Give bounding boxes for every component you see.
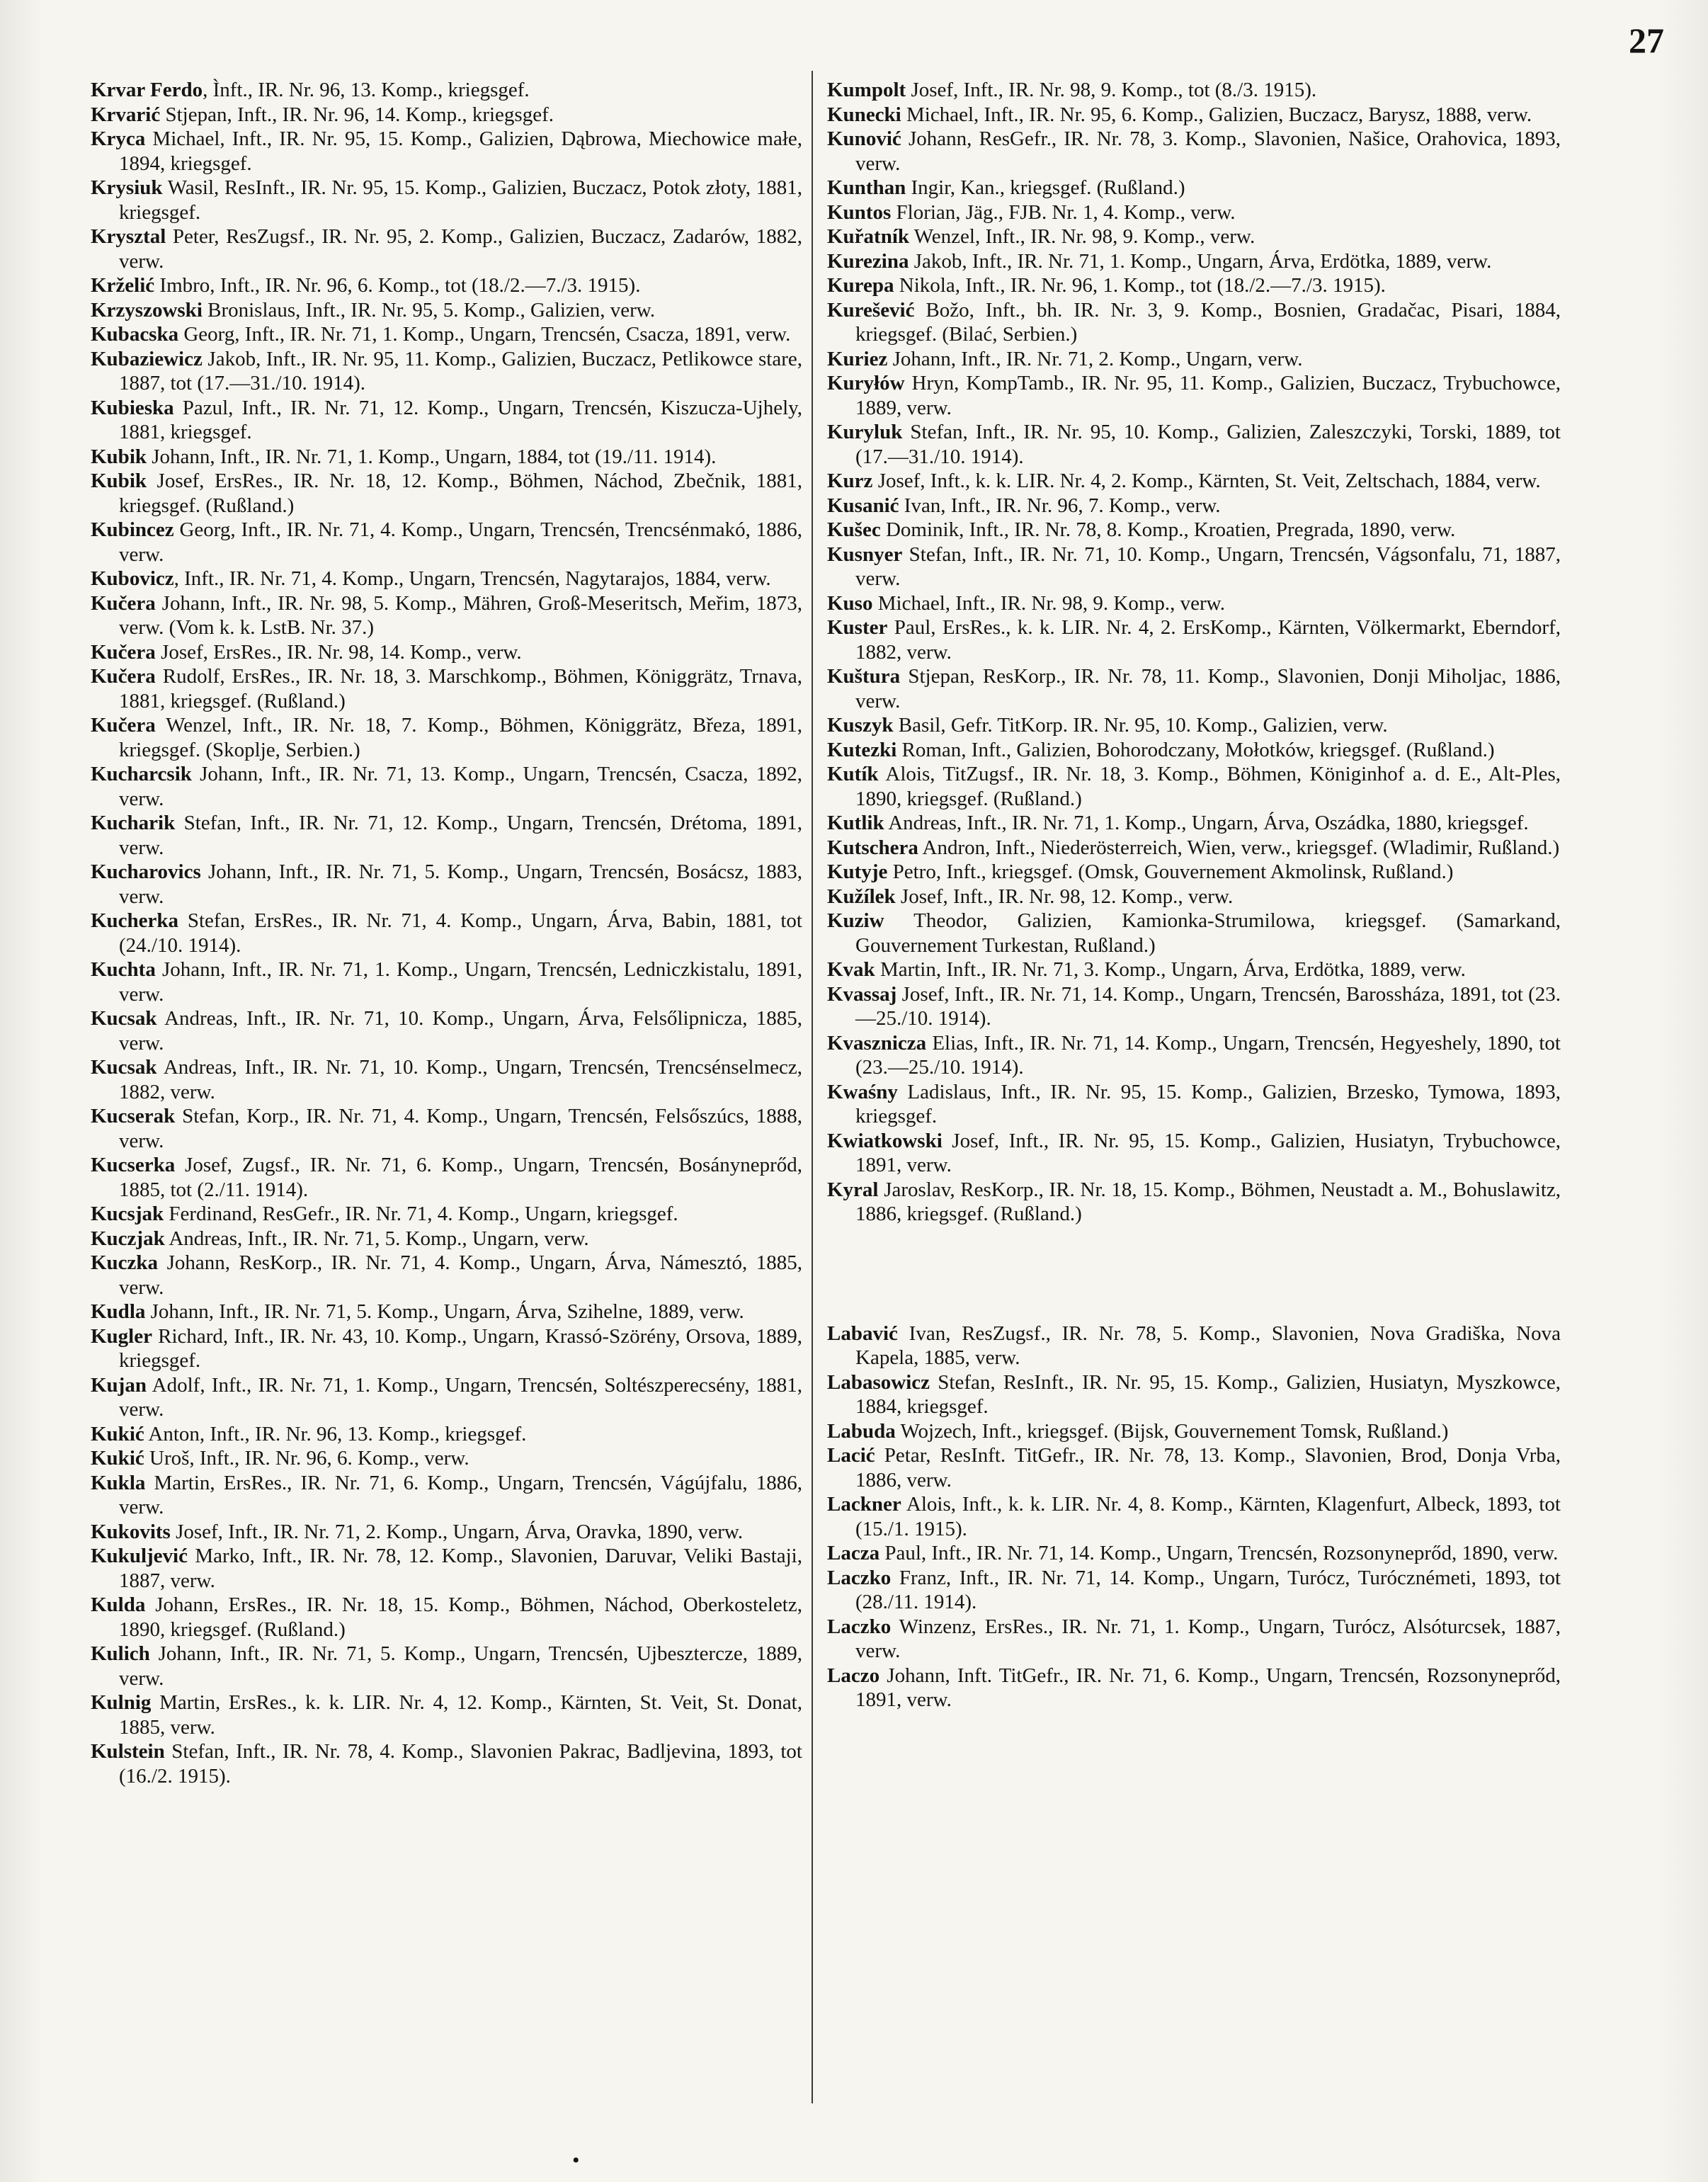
entry-details: Richard, Inft., IR. Nr. 43, 10. Komp., Ungarn, Krassó-Szörény, Orsova, 1889, kriegsgef. (119, 1324, 802, 1372)
entry-surname: Kvak (827, 958, 875, 981)
entry-surname: Kučera (91, 640, 156, 664)
entry-details: Andreas, Inft., IR. Nr. 71, 10. Komp., Ungarn, Trencsén, Trencsénselmecz, 1882, verw. (119, 1056, 802, 1103)
entry-details: Franz, Inft., IR. Nr. 71, 14. Komp., Ungarn, Turócz, Turócznémeti, 1893, tot (28./11. 1914). (855, 1566, 1561, 1613)
register-entry (827, 225, 1561, 249)
entry-surname: Lacza (827, 1542, 880, 1564)
entry-details: Andreas, Inft., IR. Nr. 71, 5. Komp., Ungarn, verw. (164, 1227, 589, 1250)
register-entry (91, 1202, 802, 1227)
entry-details: Josef, Zugsf., IR. Nr. 71, 6. Komp., Ungarn, Trencsén, Bosányneprőd, 1885, tot (2./11. 1914). (119, 1154, 802, 1201)
entry-surname: Kutschera (827, 836, 918, 859)
entry-details: Stefan, Inft., IR. Nr. 71, 12. Komp., Ungarn, Trencsén, Drétoma, 1891, verw. (119, 812, 802, 859)
register-entry (827, 249, 1561, 274)
entry-surname: Lackner (827, 1493, 901, 1516)
entry-surname: Kucharik (91, 812, 176, 834)
register-entry (827, 615, 1561, 664)
entry-details: Johann, Inft., IR. Nr. 71, 1. Komp., Ungarn, 1884, tot (19./11. 1914). (147, 445, 717, 468)
entry-surname: Kucherka (91, 909, 179, 932)
entry-surname: Labavić (827, 1322, 898, 1345)
entry-details: Rudolf, ErsRes., IR. Nr. 18, 3. Marschkomp., Böhmen, Königgrätz, Trnava, 1881, kriegsgef. (Rußland.) (119, 665, 802, 712)
entry-details: Johann, Inft., IR. Nr. 98, 5. Komp., Mähren, Groß-Meseritsch, Meřim, 1873, verw. (Vom k. k. LstB. Nr. 37.) (119, 591, 802, 639)
entry-details: Ladislaus, Inft., IR. Nr. 95, 15. Komp., Galizien, Brzesko, Tymowa, 1893, kriegsgef. (855, 1080, 1561, 1127)
entry-surname: Kuszyk (827, 714, 894, 737)
register-entry (827, 494, 1561, 518)
entry-surname: Kukuljević (91, 1545, 188, 1567)
entry-details: Georg, Inft., IR. Nr. 71, 1. Komp., Ungarn, Trencsén, Csacza, 1891, verw. (178, 323, 791, 346)
entry-details: Johann, Inft., IR. Nr. 71, 1. Komp., Ungarn, Trencsén, Ledniczkistalu, 1891, verw. (119, 958, 802, 1006)
register-entry (827, 420, 1561, 469)
entry-surname: Kulnig (91, 1691, 152, 1714)
entry-surname: Kucserka (91, 1154, 176, 1176)
register-entry (827, 1566, 1561, 1615)
entry-details: Nikola, Inft., IR. Nr. 96, 1. Komp., tot (18./2.—7./3. 1915). (894, 274, 1386, 297)
entry-surname: Kuriez (827, 347, 888, 370)
entry-surname: Kulda (91, 1593, 146, 1616)
register-entry (827, 836, 1561, 860)
right-column-k-entries (827, 78, 1561, 1227)
entry-surname: Krvar Ferdo (91, 79, 203, 101)
entry-surname: Kugler (91, 1324, 152, 1348)
entry-surname: Krysztal (91, 225, 166, 248)
entry-surname: Laczko (827, 1615, 892, 1638)
register-entry (827, 1664, 1561, 1712)
entry-details: Marko, Inft., IR. Nr. 78, 12. Komp., Slavonien, Daruvar, Veliki Bastaji, 1887, verw. (119, 1545, 802, 1592)
register-entry (827, 542, 1561, 591)
register-entry (91, 469, 802, 518)
entry-surname: Kuster (827, 616, 888, 639)
register-entry (91, 347, 802, 396)
entry-surname: Kuczjak (91, 1227, 165, 1250)
entry-details: Paul, ErsRes., k. k. LIR. Nr. 4, 2. ErsKomp., Kärnten, Völkermarkt, Eberndorf, 1882, verw. (855, 616, 1561, 664)
entry-details: Martin, ErsRes., k. k. LIR. Nr. 4, 12. Komp., Kärnten, St. Veit, St. Donat, 1885, verw. (119, 1691, 802, 1739)
right-column (827, 78, 1561, 1712)
entry-surname: Kučera (91, 591, 156, 615)
entry-surname: Kucharcsik (91, 763, 192, 785)
entry-details: Josef, Inft., k. k. LIR. Nr. 4, 2. Komp., Kärnten, St. Veit, Zeltschach, 1884, verw. (872, 470, 1541, 492)
register-entry (91, 225, 802, 273)
entry-details: Ivan, Inft., IR. Nr. 96, 7. Komp., verw. (899, 494, 1221, 517)
entry-surname: Kubincez (91, 518, 174, 541)
entry-surname: Laczko (827, 1566, 892, 1589)
entry-details: Johann, ErsRes., IR. Nr. 18, 15. Komp., Böhmen, Náchod, Oberkosteletz, 1890, kriegsgef. (Rußland.) (119, 1593, 802, 1641)
register-entry (91, 445, 802, 470)
entry-details: Adolf, Inft., IR. Nr. 71, 1. Komp., Ungarn, Trencsén, Soltészperecsény, 1881, verw. (119, 1373, 802, 1421)
page-number: 27 (1629, 21, 1664, 60)
entry-surname: Kusnyer (827, 542, 903, 566)
register-entry (91, 273, 802, 298)
register-entry (827, 200, 1561, 225)
entry-details: Ivan, ResZugsf., IR. Nr. 78, 5. Komp., Slavonien, Nova Gradiška, Nova Kapela, 1885, verw. (855, 1322, 1561, 1369)
entry-surname: Kubacska (91, 323, 179, 346)
entry-details: Uroš, Inft., IR. Nr. 96, 6. Komp., verw. (144, 1447, 469, 1470)
register-entry (91, 1739, 802, 1788)
entry-details: Johann, ResKorp., IR. Nr. 71, 4. Komp., Ungarn, Árva, Námesztó, 1885, verw. (119, 1251, 802, 1299)
footer-bullet: • (572, 2149, 580, 2172)
entry-details: Georg, Inft., IR. Nr. 71, 4. Komp., Ungarn, Trencsén, Trencsénmakó, 1886, verw. (119, 518, 802, 566)
entry-surname: Lacić (827, 1444, 875, 1467)
register-entry (827, 371, 1561, 420)
entry-details: Peter, ResZugsf., IR. Nr. 95, 2. Komp., Galizien, Buczacz, Zadarów, 1882, verw. (119, 225, 802, 273)
register-entry (827, 762, 1561, 811)
entry-details: Michael, Inft., IR. Nr. 95, 15. Komp., Galizien, Dąbrowa, Miechowice małe, 1894, kriegsgef. (119, 127, 802, 175)
register-entry (827, 909, 1561, 958)
register-entry (827, 738, 1561, 763)
entry-details: Johann, Inft., IR. Nr. 71, 5. Komp., Ungarn, Árva, Szihelne, 1889, verw. (145, 1300, 744, 1323)
register-entry (91, 1422, 802, 1447)
register-entry (91, 1300, 802, 1324)
entry-surname: Kunecki (827, 103, 901, 126)
register-entry (91, 1642, 802, 1691)
register-entry (91, 1446, 802, 1471)
entry-surname: Kyral (827, 1178, 879, 1201)
register-entry (91, 1006, 802, 1055)
entry-surname: Kukla (91, 1471, 146, 1494)
register-entry (827, 1370, 1561, 1419)
register-entry (827, 176, 1561, 200)
register-entry (827, 1178, 1561, 1227)
entry-details: Stefan, Korp., IR. Nr. 71, 4. Komp., Ungarn, Trencsén, Felsőszúcs, 1888, verw. (119, 1105, 802, 1152)
register-entry (91, 103, 802, 127)
register-entry (91, 1544, 802, 1593)
entry-details: Basil, Gefr. TitKorp. IR. Nr. 95, 10. Komp., Galizien, verw. (893, 714, 1388, 737)
entry-surname: Kryca (91, 127, 146, 150)
register-entry (827, 811, 1561, 836)
section-gap (827, 1227, 1561, 1322)
register-entry (91, 1055, 802, 1104)
entry-details: Stefan, Inft., IR. Nr. 71, 10. Komp., Ungarn, Trencsén, Vágsonfalu, 71, 1887, verw. (855, 542, 1561, 590)
register-entry (827, 664, 1561, 713)
register-entry (827, 103, 1561, 127)
entry-surname: Kucsjak (91, 1203, 164, 1225)
entry-surname: Kucserak (91, 1105, 176, 1127)
entry-surname: Kunthan (827, 176, 906, 199)
entry-details: Stjepan, ResKorp., IR. Nr. 78, 11. Komp., Slavonien, Donji Miholjac, 1886, verw. (855, 665, 1561, 712)
register-entry (91, 860, 802, 909)
entry-details: Ferdinand, ResGefr., IR. Nr. 71, 4. Komp., Ungarn, kriegsgef. (164, 1203, 678, 1225)
entry-details: Wasil, ResInft., IR. Nr. 95, 15. Komp., Galizien, Buczacz, Potok złoty, 1881, kriegsgef. (119, 176, 802, 224)
entry-surname: Kudla (91, 1300, 146, 1323)
entry-surname: Kuštura (827, 665, 901, 688)
entry-details: Jakob, Inft., IR. Nr. 71, 1. Komp., Ungarn, Árva, Erdötka, 1889, verw. (909, 249, 1492, 273)
entry-details: Josef, ErsRes., IR. Nr. 98, 14. Komp., verw. (155, 640, 522, 664)
entry-details: Johann, Inft., IR. Nr. 71, 13. Komp., Ungarn, Trencsén, Csacza, 1892, verw. (119, 763, 802, 810)
register-entry (91, 1153, 802, 1202)
entry-details: Roman, Inft., Galizien, Bohorodczany, Mołotków, kriegsgef. (Rußland.) (896, 738, 1495, 761)
entry-surname: Kučera (91, 714, 156, 737)
entry-surname: Krvarić (91, 103, 161, 126)
entry-surname: Kulich (91, 1642, 150, 1665)
register-entry (827, 860, 1561, 885)
entry-surname: Kwaśny (827, 1080, 898, 1103)
entry-details: Michael, Inft., IR. Nr. 98, 9. Komp., verw. (872, 591, 1225, 615)
entry-details: Petro, Inft., kriegsgef. (Omsk, Gouvernement Akmolinsk, Rußland.) (887, 860, 1454, 883)
register-entry (827, 1443, 1561, 1492)
entry-surname: Kutezki (827, 738, 897, 761)
entry-details: Pazul, Inft., IR. Nr. 71, 12. Komp., Ungarn, Trencsén, Kiszucza-Ujhely, 1881, kriegsgef. (119, 396, 802, 443)
entry-details: Jaroslav, ResKorp., IR. Nr. 18, 15. Komp., Böhmen, Neustadt a. M., Bohuslawitz, 1886, kriegsgef. (Rußland.) (855, 1178, 1561, 1225)
entry-surname: Kutlik (827, 812, 884, 834)
register-entry (827, 298, 1561, 347)
register-entry (91, 713, 802, 762)
register-entry (91, 664, 802, 713)
column-divider (812, 71, 813, 2103)
entry-details: Bronislaus, Inft., IR. Nr. 95, 5. Komp., Galizien, verw. (202, 298, 656, 322)
register-entry (827, 78, 1561, 103)
register-entry (827, 982, 1561, 1031)
entry-surname: Kuryłów (827, 372, 905, 394)
entry-surname: Kumpolt (827, 79, 906, 101)
entry-details: Johann, Inft., IR. Nr. 71, 5. Komp., Ungarn, Trencsén, Ujbesztercze, 1889, verw. (119, 1642, 802, 1690)
entry-surname: Kubik (91, 470, 147, 492)
entry-surname: Labuda (827, 1419, 896, 1443)
register-entry (91, 322, 802, 347)
entry-details: Andreas, Inft., IR. Nr. 71, 10. Komp., Ungarn, Árva, Felsőlipnicza, 1885, verw. (119, 1007, 802, 1055)
entry-details: Jakob, Inft., IR. Nr. 95, 11. Komp., Galizien, Buczacz, Petlikowce stare, 1887, tot (17.—31./10. 1914). (119, 347, 802, 394)
entry-surname: Laczo (827, 1664, 880, 1687)
register-entry (91, 1227, 802, 1251)
register-entry (91, 909, 802, 958)
entry-surname: Kurešević (827, 298, 915, 322)
register-entry (827, 1419, 1561, 1444)
entry-surname: Kulstein (91, 1740, 165, 1763)
entry-details: Andron, Inft., Niederösterreich, Wien, verw., kriegsgef. (Wladimir, Rußland.) (918, 836, 1560, 859)
entry-details: Johann, Inft., IR. Nr. 71, 5. Komp., Ungarn, Trencsén, Bosácsz, 1883, verw. (119, 860, 802, 908)
entry-details: Martin, Inft., IR. Nr. 71, 3. Komp., Ungarn, Árva, Erdötka, 1889, verw. (875, 958, 1466, 981)
entry-surname: Kukovits (91, 1520, 171, 1543)
register-entry (91, 396, 802, 445)
register-entry (91, 1373, 802, 1422)
entry-surname: Kubieska (91, 396, 174, 419)
entry-details: Ingir, Kan., kriegsgef. (Rußland.) (906, 176, 1185, 199)
entry-surname: Kutík (827, 763, 879, 785)
entry-surname: Kuso (827, 591, 873, 615)
entry-surname: Krzyszowski (91, 298, 203, 322)
entry-surname: Kubovicz (91, 567, 174, 590)
entry-surname: Kuczka (91, 1251, 159, 1274)
entry-details: Josef, Inft., IR. Nr. 98, 9. Komp., tot (8./3. 1915). (906, 79, 1317, 101)
entry-details: Dominik, Inft., IR. Nr. 78, 8. Komp., Kroatien, Pregrada, 1890, verw. (880, 518, 1456, 541)
entry-details: Martin, ErsRes., IR. Nr. 71, 6. Komp., Ungarn, Trencsén, Vágújfalu, 1886, verw. (119, 1471, 802, 1518)
entry-surname: Krželić (91, 274, 155, 297)
left-column (91, 78, 802, 1788)
entry-surname: Kuřatník (827, 225, 910, 248)
register-entry (91, 958, 802, 1006)
entry-details: Stefan, Inft., IR. Nr. 78, 4. Komp., Slavonien Pakrac, Badljevina, 1893, tot (16./2. 1915). (119, 1740, 802, 1788)
entry-details: Wenzel, Inft., IR. Nr. 18, 7. Komp., Böhmen, Königgrätz, Březa, 1891, kriegsgef. (Skoplje, Serbien.) (119, 714, 802, 761)
entry-details: Wenzel, Inft., IR. Nr. 98, 9. Komp., verw. (909, 225, 1256, 248)
register-entry (827, 1322, 1561, 1370)
register-entry (91, 298, 802, 323)
entry-details: Johann, ResGefr., IR. Nr. 78, 3. Komp., Slavonien, Našice, Orahovica, 1893, verw. (855, 127, 1561, 175)
register-entry (827, 885, 1561, 909)
entry-surname: Kuziw (827, 909, 884, 932)
entry-details: Andreas, Inft., IR. Nr. 71, 1. Komp., Ungarn, Árva, Oszádka, 1880, kriegsgef. (884, 812, 1529, 834)
register-entry (827, 713, 1561, 738)
entry-details: Imbro, Inft., IR. Nr. 96, 6. Komp., tot (18./2.—7./3. 1915). (154, 274, 641, 297)
register-entry (91, 1324, 802, 1373)
entry-details: Wojzech, Inft., kriegsgef. (Bijsk, Gouvernement Tomsk, Rußland.) (895, 1419, 1449, 1443)
entry-surname: Kvasznicza (827, 1031, 927, 1055)
register-entry (91, 567, 802, 591)
register-entry (827, 1541, 1561, 1566)
entry-surname: Kuryluk (827, 421, 903, 443)
entry-surname: Kuchta (91, 958, 156, 981)
register-entry (827, 958, 1561, 982)
register-entry (91, 176, 802, 225)
entry-surname: Kukić (91, 1422, 144, 1445)
entry-surname: Labasowicz (827, 1370, 930, 1394)
register-entry (827, 273, 1561, 298)
register-entry (827, 1031, 1561, 1080)
register-entry (91, 640, 802, 665)
entry-surname: Kuntos (827, 200, 892, 224)
entry-details: Paul, Inft., IR. Nr. 71, 14. Komp., Ungarn, Trencsén, Rozsonyneprőd, 1890, verw. (879, 1542, 1559, 1564)
entry-details: Božo, Inft., bh. IR. Nr. 3, 9. Komp., Bosnien, Gradačac, Pisari, 1884, kriegsgef. (Bilać, Serbien.) (855, 298, 1561, 346)
register-entry (91, 78, 802, 103)
entry-surname: Kwiatkowski (827, 1129, 943, 1152)
entry-surname: Kucsak (91, 1056, 157, 1079)
entry-surname: Kvassaj (827, 982, 897, 1006)
register-entry (91, 1691, 802, 1739)
entry-details: Winzenz, ErsRes., IR. Nr. 71, 1. Komp., Ungarn, Turócz, Alsóturcsek, 1887, verw. (855, 1615, 1561, 1662)
entry-surname: Kužílek (827, 885, 896, 908)
register-entry (91, 518, 802, 567)
register-entry (827, 469, 1561, 494)
entry-surname: Kubik (91, 445, 147, 468)
entry-details: Theodor, Galizien, Kamionka-Strumilowa, kriegsgef. (Samarkand, Gouvernement Turkestan, Rußland.) (855, 909, 1561, 957)
entry-surname: Krysiuk (91, 176, 163, 199)
register-entry (91, 1104, 802, 1153)
entry-surname: Kušec (827, 518, 881, 541)
register-entry (827, 127, 1561, 176)
register-entry (827, 347, 1561, 372)
entry-details: Anton, Inft., IR. Nr. 96, 13. Komp., kriegsgef. (144, 1422, 527, 1445)
entry-surname: Kunović (827, 127, 901, 150)
register-entry (91, 1520, 802, 1545)
entry-surname: Kujan (91, 1373, 147, 1397)
entry-details: Alois, TitZugsf., IR. Nr. 18, 3. Komp., Böhmen, Königinhof a. d. E., Alt-Ples, 1890, kriegsgef. (Rußland.) (855, 763, 1561, 810)
entry-details: Alois, Inft., k. k. LIR. Nr. 4, 8. Komp., Kärnten, Klagenfurt, Albeck, 1893, tot (15./1. 1915). (855, 1493, 1561, 1540)
entry-surname: Kucsak (91, 1007, 157, 1030)
entry-details: Josef, Inft., IR. Nr. 71, 2. Komp., Ungarn, Árva, Oravka, 1890, verw. (170, 1520, 744, 1543)
entry-details: Johann, Inft. TitGefr., IR. Nr. 71, 6. Komp., Ungarn, Trencsén, Rozsonyneprőd, 1891, verw. (855, 1664, 1561, 1711)
entry-surname: Kusanić (827, 494, 899, 517)
entry-details: Josef, ErsRes., IR. Nr. 18, 12. Komp., Böhmen, Náchod, Zbečnik, 1881, kriegsgef. (Rußland.) (119, 470, 802, 517)
entry-details: Stefan, Inft., IR. Nr. 95, 10. Komp., Galizien, Zaleszczyki, Torski, 1889, tot (17.—31./10. 1914). (855, 421, 1561, 468)
entry-details: , Inft., IR. Nr. 71, 4. Komp., Ungarn, Trencsén, Nagytarajos, 1884, verw. (173, 567, 771, 590)
register-entry (827, 1615, 1561, 1664)
entry-details: Josef, Inft., IR. Nr. 71, 14. Komp., Ungarn, Trencsén, Barossháza, 1891, tot (23.—25./10. 1914). (855, 982, 1561, 1030)
entry-surname: Kurepa (827, 274, 894, 297)
entry-details: Petar, ResInft. TitGefr., IR. Nr. 78, 13. Komp., Slavonien, Brod, Donja Vrba, 1886, verw. (855, 1444, 1561, 1491)
entry-surname: Kukić (91, 1447, 144, 1470)
entry-details: Hryn, KompTamb., IR. Nr. 95, 11. Komp., Galizien, Buczacz, Trybuchowce, 1889, verw. (855, 372, 1561, 419)
entry-details: Johann, Inft., IR. Nr. 71, 2. Komp., Ungarn, verw. (887, 347, 1303, 370)
register-entry (827, 591, 1561, 616)
right-column-l-entries (827, 1322, 1561, 1712)
entry-details: Stefan, ResInft., IR. Nr. 95, 15. Komp., Galizien, Husiatyn, Myszkowce, 1884, kriegsgef. (855, 1370, 1561, 1418)
register-entry (91, 1471, 802, 1520)
entry-surname: Kurz (827, 470, 873, 492)
register-entry (91, 811, 802, 860)
entry-surname: Kubaziewicz (91, 347, 203, 370)
register-entry (91, 1593, 802, 1642)
register-entry (827, 1080, 1561, 1129)
entry-surname: Kurezina (827, 249, 909, 273)
entry-details: Elias, Inft., IR. Nr. 71, 14. Komp., Ungarn, Trencsén, Hegyeshely, 1890, tot (23.—25./10. 1914). (855, 1031, 1561, 1079)
register-entry (91, 591, 802, 640)
entry-details: , Ìnft., IR. Nr. 96, 13. Komp., kriegsgef. (203, 79, 530, 101)
entry-surname: Kutyje (827, 860, 888, 883)
entry-details: Florian, Jäg., FJB. Nr. 1, 4. Komp., verw. (891, 200, 1236, 224)
register-entry (827, 1129, 1561, 1178)
entry-details: Josef, Inft., IR. Nr. 95, 15. Komp., Galizien, Husiatyn, Trybuchowce, 1891, verw. (855, 1129, 1561, 1176)
entry-details: Stefan, ErsRes., IR. Nr. 71, 4. Komp., Ungarn, Árva, Babin, 1881, tot (24./10. 1914). (119, 909, 802, 957)
register-entry (827, 1492, 1561, 1541)
entry-details: Josef, Inft., IR. Nr. 98, 12. Komp., verw. (895, 885, 1234, 908)
register-entry (91, 1251, 802, 1300)
register-entry (91, 762, 802, 811)
entry-surname: Kučera (91, 665, 156, 688)
entry-details: Michael, Inft., IR. Nr. 95, 6. Komp., Galizien, Buczacz, Barysz, 1888, verw. (901, 103, 1532, 126)
entry-surname: Kucharovics (91, 860, 201, 883)
register-entry (827, 518, 1561, 542)
entry-details: Stjepan, Inft., IR. Nr. 96, 14. Komp., kriegsgef. (160, 103, 554, 126)
register-entry (91, 127, 802, 176)
